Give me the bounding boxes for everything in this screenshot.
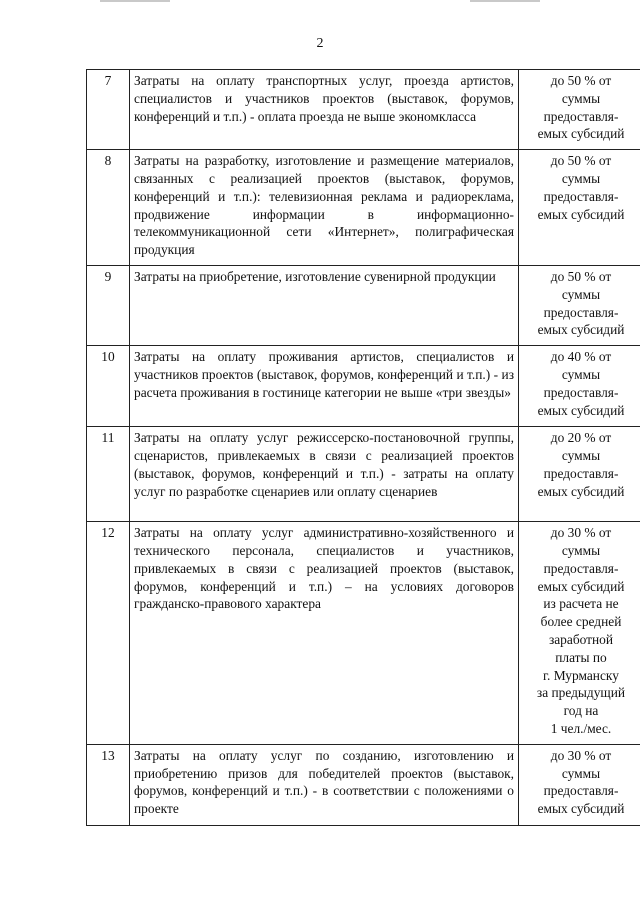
subsidy-limit	[519, 744, 640, 825]
row-number: 7	[87, 70, 130, 150]
subsidy-limit-line: предоставля-	[543, 108, 619, 124]
table-row	[87, 522, 640, 745]
row-number: 12	[87, 522, 130, 745]
subsidy-limit	[519, 427, 640, 522]
subsidy-limit-line: платы по	[555, 649, 607, 665]
subsidy-limit-line: предоставля-	[543, 384, 619, 400]
table-row	[87, 265, 640, 345]
subsidy-limit-line: до 50 % от	[550, 153, 612, 169]
subsidy-limit-line: до 50 % от	[550, 73, 612, 88]
scan-edge-mark	[100, 0, 170, 2]
subsidy-limit-line: емых субсидий	[537, 578, 625, 594]
expense-description: Затраты на разработку, изготовление и размещение материалов, связанных с реализацией проектов (выставок, форумов, конференций и т.п.): телевизионная реклама и радиореклама, продвижение информации в информационно-телекоммуникационной сети «Интернет», полиграфическая продукция	[130, 150, 519, 266]
subsidy-limit-line: емых субсидий	[537, 322, 625, 338]
subsidy-limit-line: год на	[563, 703, 599, 719]
subsidy-limit-line: более средней	[540, 614, 622, 630]
subsidy-limit-line: до 30 % от	[550, 525, 612, 541]
expense-description: Затраты на оплату услуг режиссерско-постановочной группы, сценаристов, привлекаемых в связи с реализацией проектов (выставок, форумов, конференций и т.п.) - затраты на оплату услуг по разработке сценариев или оплату сценариев	[130, 427, 519, 522]
subsidy-limit-line: до 20 % от	[550, 430, 612, 446]
table-row	[87, 427, 640, 522]
row-number: 11	[87, 427, 130, 522]
subsidy-limit	[519, 522, 640, 745]
subsidy-limit-line: до 30 % от	[550, 747, 612, 763]
table-row	[87, 346, 640, 427]
expense-description: Затраты на приобретение, изготовление сувенирной продукции	[130, 265, 519, 345]
subsidy-limit-line: емых субсидий	[537, 483, 625, 499]
subsidy-limit-line: емых субсидий	[537, 126, 625, 142]
subsidy-limit-line: заработной	[548, 631, 614, 647]
expense-description: Затраты на оплату проживания артистов, специалистов и участников проектов (выставок, форумов, конференций и т.п.) - из расчета проживания в гостинице категории не выше «три звезды»	[130, 346, 519, 427]
subsidy-limit-line: из расчета не	[543, 596, 619, 612]
page-number: 2	[316, 36, 324, 51]
subsidy-limit-line: суммы	[561, 90, 601, 106]
subsidy-limit-line: г. Мурманску	[543, 667, 619, 683]
subsidy-limit-line: емых субсидий	[537, 206, 625, 222]
subsidy-limit	[519, 150, 640, 266]
subsidy-limit-line: емых субсидий	[537, 801, 625, 817]
expenses-table	[86, 69, 640, 826]
subsidy-limit-line: суммы	[561, 170, 601, 186]
subsidy-limit-line: предоставля-	[543, 465, 619, 481]
row-number: 8	[87, 150, 130, 266]
table-row	[87, 744, 640, 825]
subsidy-limit-line: предоставля-	[543, 783, 619, 799]
subsidy-limit-line: суммы	[561, 366, 601, 382]
expense-description: Затраты на оплату услуг по созданию, изготовлению и приобретению призов для победителей проектов (выставок, форумов, конференций и т.п.) - в соответствии с положениями о проекте	[130, 744, 519, 825]
subsidy-limit-line: до 40 % от	[550, 349, 612, 365]
subsidy-limit-line: предоставля-	[543, 560, 619, 576]
subsidy-limit-line: емых субсидий	[537, 402, 625, 418]
subsidy-limit-line: за предыдущий	[536, 685, 626, 701]
row-number: 9	[87, 265, 130, 345]
subsidy-limit-line: суммы	[561, 542, 601, 558]
subsidy-limit-line: суммы	[561, 286, 601, 302]
subsidy-limit-line: суммы	[561, 447, 601, 463]
table-row	[87, 150, 640, 266]
subsidy-limit-line: предоставля-	[543, 304, 619, 320]
subsidy-limit-line: 1 чел./мес.	[550, 720, 612, 736]
table-row	[87, 70, 640, 150]
subsidy-limit-line: предоставля-	[543, 188, 619, 204]
subsidy-limit	[519, 70, 640, 150]
row-number: 10	[87, 346, 130, 427]
subsidy-limit-line: до 50 % от	[550, 268, 612, 284]
expense-description: Затраты на оплату услуг административно-хозяйственного и технического персонала, специалистов и участников, привлекаемых в связи с реализацией проектов (выставок, форумов, конференций и т.п.) – на условиях договоров гражданско-правового характера	[130, 522, 519, 745]
subsidy-limit-line: суммы	[561, 765, 601, 781]
subsidy-limit	[519, 346, 640, 427]
row-number: 13	[87, 744, 130, 825]
scan-edge-mark	[470, 0, 540, 2]
subsidy-limit	[519, 265, 640, 345]
expense-description: Затраты на оплату транспортных услуг, проезда артистов, специалистов и участников проектов (выставок, форумов, конференций и т.п.) - оплата проезда не выше экономкласса	[130, 70, 519, 150]
